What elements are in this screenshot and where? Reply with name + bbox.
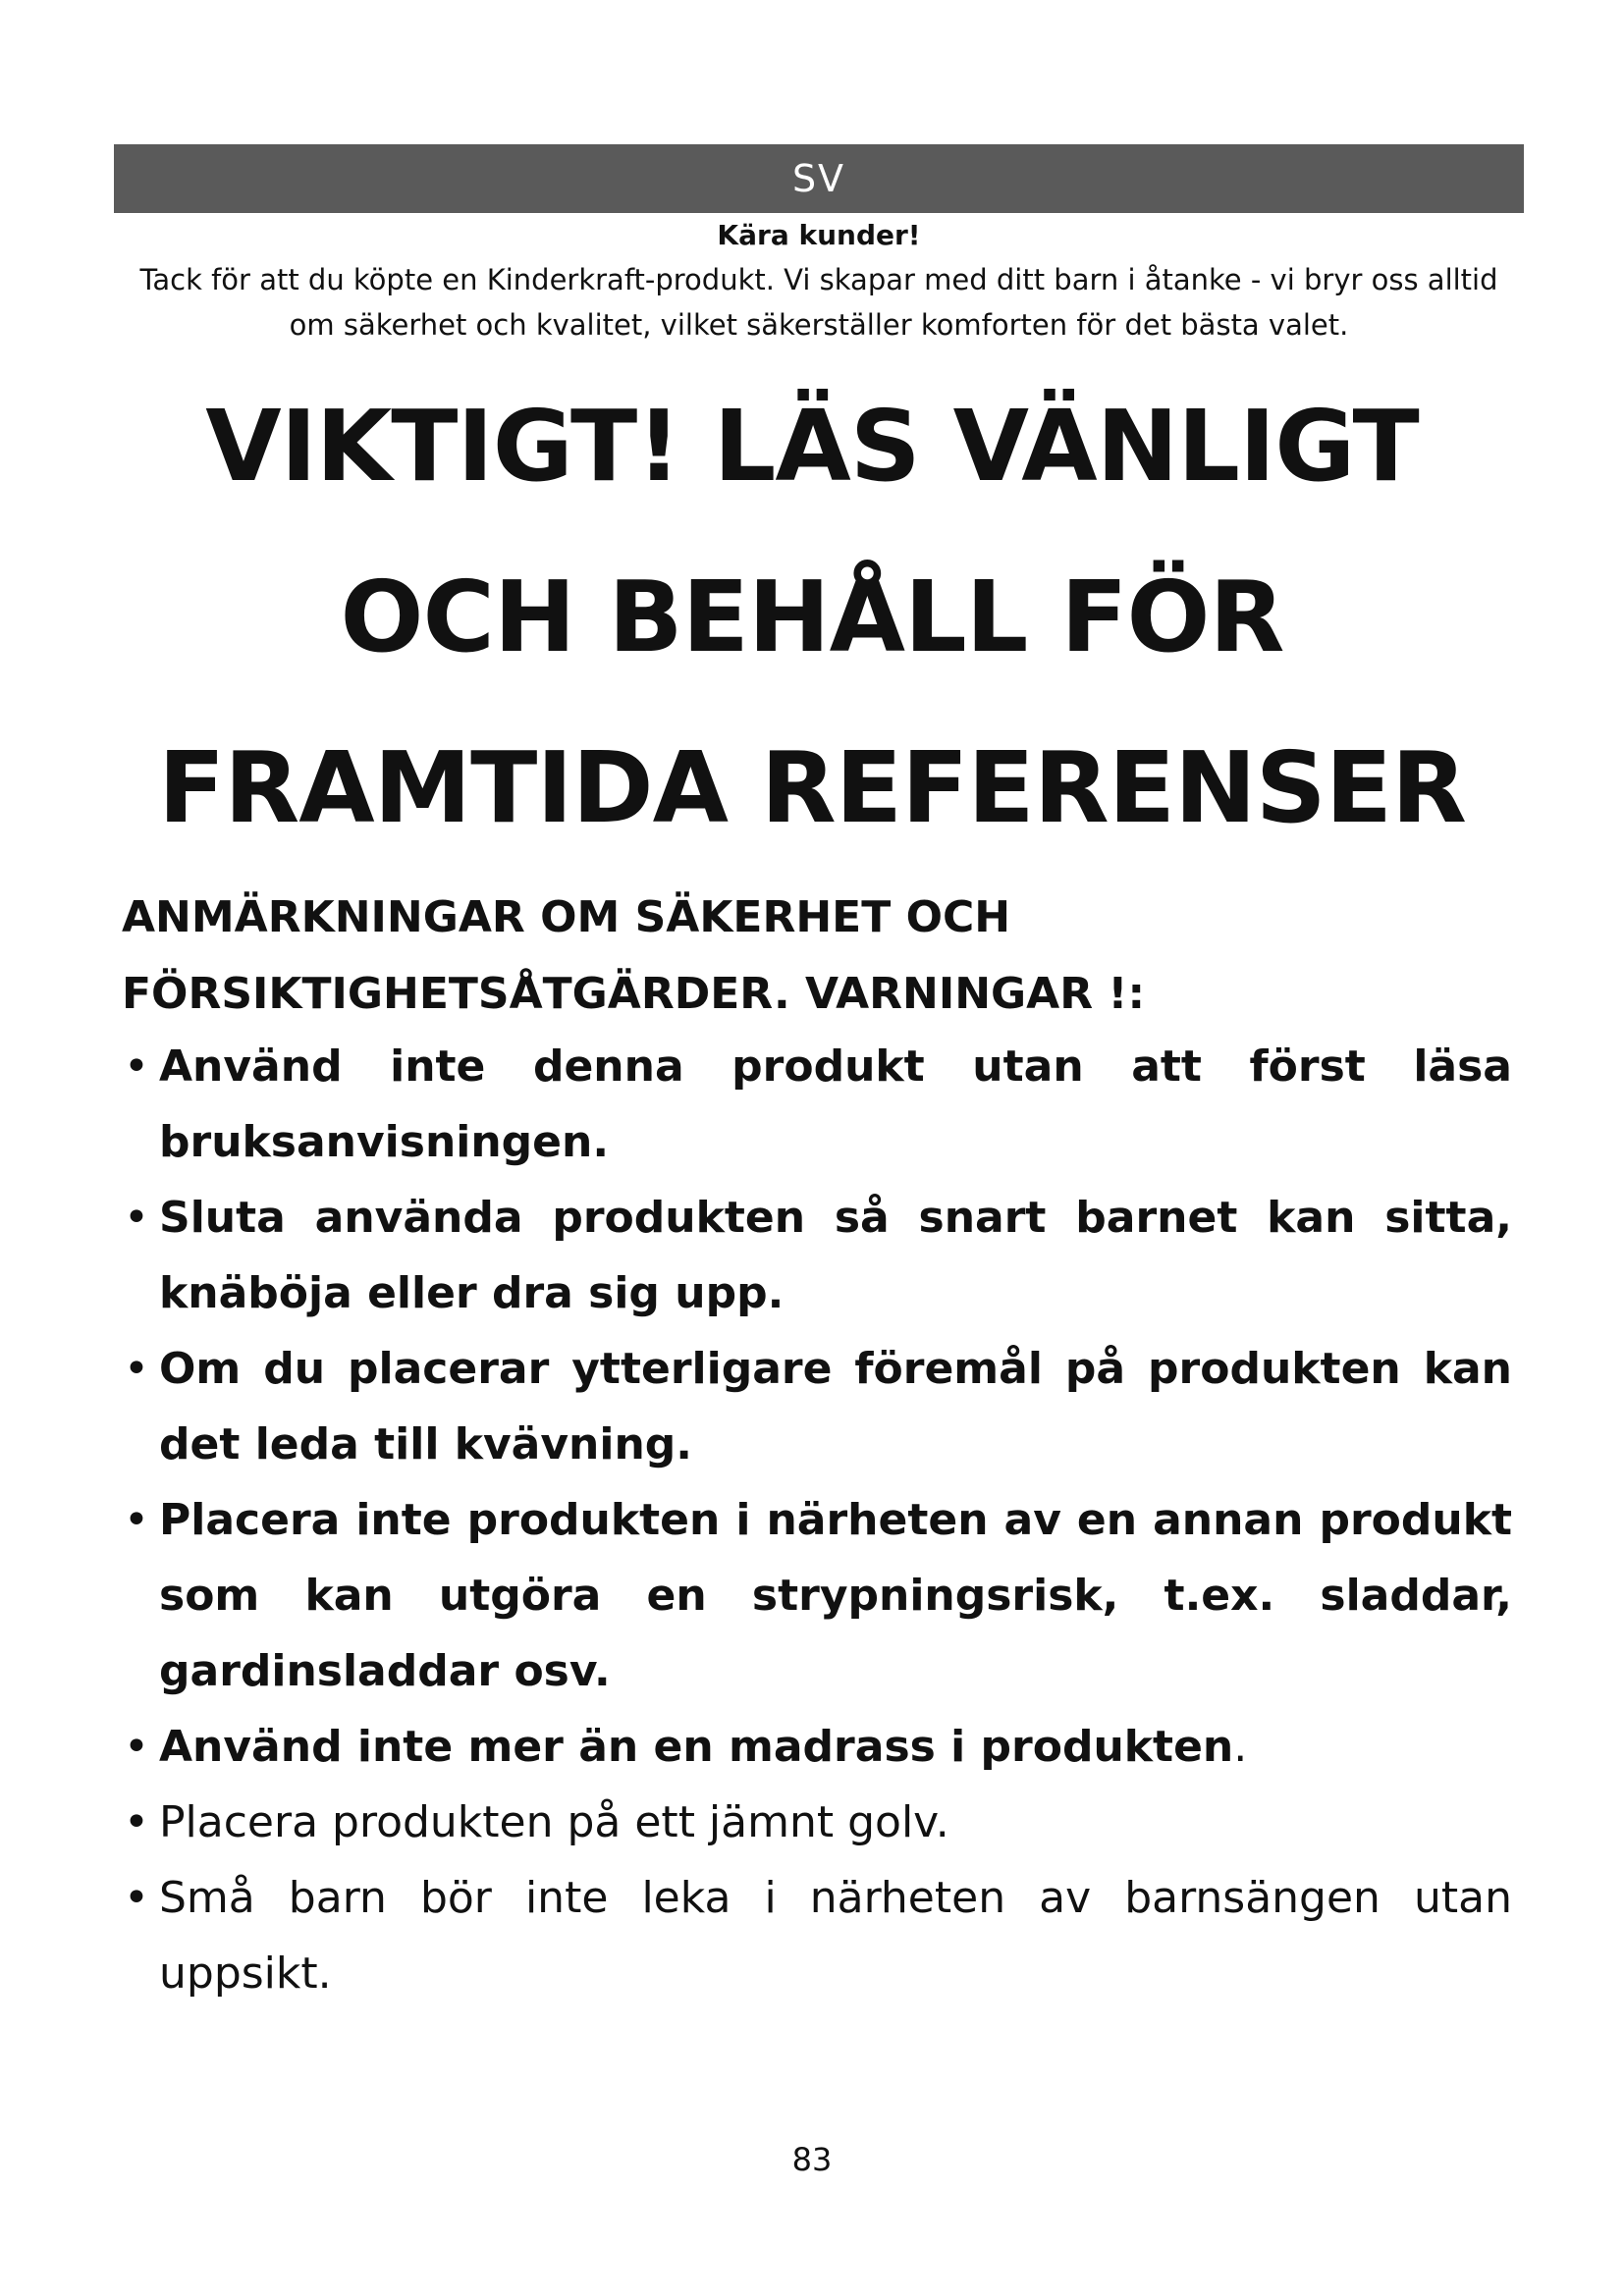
greeting: Kära kunder! [717,219,921,251]
list-item [118,1180,1512,1331]
warnings-list [118,1029,1512,2011]
bullet-icon: • [124,1797,149,1847]
intro-paragraph: Tack för att du köpte en Kinderkraft-produkt. Vi skapar med ditt barn i åtanke - vi bryr oss alltid om säkerhet och kvalitet, vilket säkerställer komforten för det bästa valet. [139,263,1498,342]
warning-suffix: . [1233,1722,1248,1772]
headline-line-1: VIKTIGT! LÄS VÄNLIGT [205,389,1419,504]
page-number: 83 [791,2141,833,2178]
warning-text: Placera inte produkten i närheten av en annan produkt som kan utgöra en strypningsrisk, t.ex. sladdar, gardinsladdar osv. [159,1495,1512,1696]
list-item [118,1709,1512,1785]
warning-text: Sluta använda produkten så snart barnet kan sitta, knäböja eller dra sig upp. [159,1193,1512,1318]
headline-line-2: OCH BEHÅLL FÖR [340,560,1284,674]
warning-text: Små barn bör inte leka i närheten av barnsängen utan uppsikt. [159,1873,1512,1999]
list-item [118,1029,1512,1180]
warning-text: Om du placerar ytterligare föremål på produkten kan det leda till kvävning. [159,1344,1512,1469]
bullet-icon: • [124,1722,149,1772]
safety-section-title [122,880,1516,1033]
list-item [118,1331,1512,1482]
bullet-icon: • [124,1041,149,1092]
warning-text: Använd inte denna produkt utan att först läsa bruksanvisningen. [159,1041,1512,1167]
warning-text: Använd inte mer än en madrass i produkten [159,1722,1234,1772]
list-item [118,1482,1512,1709]
list-item [118,1785,1512,1860]
section-title-line-2: FÖRSIKTIGHETSÅTGÄRDER. VARNINGAR !: [122,969,1146,1019]
list-item [118,1860,1512,2011]
section-title-line-1: ANMÄRKNINGAR OM SÄKERHET OCH [122,892,1011,942]
bullet-icon: • [124,1344,149,1394]
bullet-icon: • [124,1193,149,1243]
language-header-bar [114,144,1524,213]
main-headline [59,361,1565,874]
headline-line-3: FRAMTIDA REFERENSER [157,730,1467,845]
language-code: SV [791,157,846,200]
bullet-icon: • [124,1495,149,1545]
warning-text: Placera produkten på ett jämnt golv. [159,1797,949,1847]
bullet-icon: • [124,1873,149,1923]
